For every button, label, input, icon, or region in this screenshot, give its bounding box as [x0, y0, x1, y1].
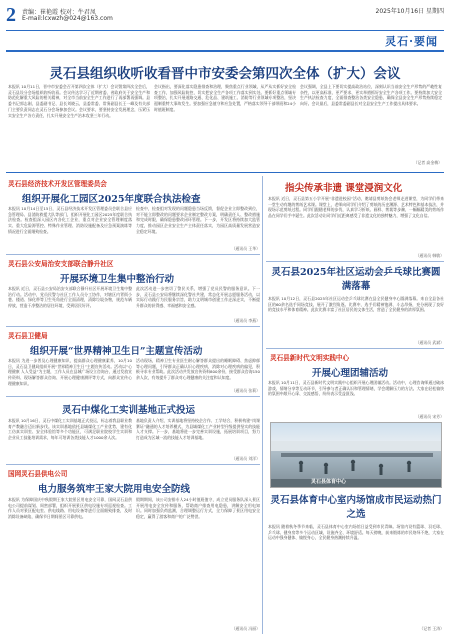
article-2-col-1: 本报讯 近日，灵石县公安局治安支部联合静升社区开展环境卫生集中整治行动。活动中，党员民警与社区工作人员分工协作，对辖区内背街小巷、楼道、绿化带等卫生死角进行全面清理，清除垃圾杂物，规范车辆停放，营造干净整洁的居住环境，受到居民好评。 — [8, 286, 132, 309]
article-1-col-2: 检查中，检查组对发现的问题隐患当场反馈，督促企业立即整改到位，对不能立即整改的问题要求企业制定整改方案，明确责任人、整改措施和完成时限，确保隐患整改闭环管理。下一步，开发区将持续加大监管力度，推动园区企业安全生产主体责任落实，为园区高质量发展营造安全稳定环境。 — [136, 206, 260, 234]
article-5-col-1: 本报讯 为保障国庆中秋假期王家大院景区用电安全可靠，国网灵石县供电公司提前谋划、周密部署，组织开展景区供电设施专项巡视检查。工作人员对景区配电室、供电线路、用电设备等进行全面细致排查，及时消除设备缺陷，确保节日期间景区可靠供电。 — [8, 497, 132, 520]
right-3-byline: （通讯员 宋芳） — [415, 414, 444, 419]
right-3-title: 开展心理团辅活动 — [312, 368, 389, 379]
article-1-title: 组织开展化工园区2025年度联合执法检查 — [22, 194, 201, 205]
right-4-byline: （记者 王涛） — [419, 626, 444, 631]
article-1-byline: （通讯员 王华） — [231, 246, 260, 251]
article-3-byline: （通讯员 张莉） — [231, 388, 260, 393]
right-3-body: 本报讯 10月11日，灵石县新时代文明实践中心组织开展心理团辅活动。活动中，心理咨询师通过破冰游戏、情绪分享等互动环节，引导参与者正确认识和管理情绪，学会缓解压力的方法。大家在轻松愉快的氛围中敞开心扉、交流感悟，纷纷表示受益匪浅。 — [268, 380, 444, 397]
lead-col-2: 会议指出，要深化落实隐患排查和治理，聚焦重点行业领域，从严从实抓好安全检查工作，加强风险防控，切实把安全生产各项工作落实到实处。要抓好重点领域专项整治，扎实开展道路交通、危化品、建筑施工、消防等行业领域专项整治，坚决遏制重特大事故发生。要加强应急值守和应急处置，严格落实领导干部带班和24小时值班制度。 — [154, 84, 296, 112]
right-4-body: 本报讯 随着秋冬季节来临，灵石县体育中心室内场馆日益受到市民青睐。场馆内设有篮球、羽毛球、乒乓球、健身房等多个运动区域，设施齐全、环境舒适。每天傍晚，前来锻炼的市民络绎不绝，大家在运动中强身健体、愉悦身心，全民健身热潮持续升温。 — [268, 524, 444, 541]
news-photo — [270, 422, 442, 488]
article-4-col-2: 基地负责人介绍，实训基地将坚持校企合作、工学结合，积极构建“岗课赛证”融通的人才培养模式，为县域煤化工产业转型升级提供坚实的技能人才支撑。下一步，基地将进一步完善实训设施，拓展培训项目，努力打造成为区域一流的技能人才培训基地。 — [136, 418, 260, 441]
lead-byline: （记者 高金梅） — [413, 160, 442, 165]
right-1-title: 指尖传承非遗 课堂浸润文化 — [285, 183, 403, 194]
divider-3 — [6, 396, 260, 397]
article-4-title: 灵石中煤化工实训基地正式投运 — [62, 405, 196, 416]
column-divider — [262, 176, 263, 634]
article-2-col-2: 此次活动进一步密切了警民关系，增强了党员民警的服务意识。下一步，灵石县公安局将继续深化警社共建，常态化开展志愿服务活动，以实际行动践行为民服务宗旨，助力文明城市创建工作走深走实，不断提升群众的获得感、幸福感和安全感。 — [136, 286, 260, 309]
divider-4 — [6, 464, 260, 465]
page-header — [6, 4, 444, 48]
article-3-col-2: 活动现场，精神卫生专业医生耐心解答群众提出的睡眠障碍、焦虑抑郁等心理问题，引导群众正确认识心理疾病，消除对心理疾病的偏见，积极寻求专业帮助。此次活动共发放宣传资料800余份，接受群众咨询150余人次，有效提升了群众对心理健康的关注度和认知度。 — [136, 358, 260, 381]
article-3-col-1: 本报讯 为进一步普及心理健康知识，提高群众心理健康素养，10月10日，灵石县卫健局组织开展“世界精神卫生日”主题宣传活动。活动以“心理健康 人人受益”为主题，工作人员在县城广场设立咨询台，通过发放宣传资料、现场解答群众咨询、开展心理健康测评等方式，向群众宣传心理健康知识。 — [8, 358, 132, 386]
article-5-col-2: 假期期间，该公司安排专人24小时值班值守，成立党员服务队深入景区开展用电安全宣传和服务，帮助商户排查用电隐患，讲解安全用电知识。同时加强负荷监测，合理调整运行方式，全力保障了景区用电安全稳定，赢得了游客和商户的广泛赞誉。 — [136, 497, 260, 520]
right-2-title: 灵石县2025年社区运动会乒乓球比赛圆满落幕 — [271, 267, 441, 292]
issue-date: 2025年10月16日 星期四 — [375, 8, 444, 15]
divider-r2 — [266, 348, 444, 349]
right-2-body: 本报讯 10月12日，灵石县2025年社区运动会乒乓球比赛在县全民健身中心圆满落幕。来自全县各社区的60余名选手同场竞技，展开了激烈角逐。比赛中，选手们精神饱满、斗志昂扬，充分展现了良好的竞技水平和体育精神。此次比赛丰富了社区居民的文体生活，营造了全民健身的浓厚氛围。 — [268, 296, 444, 313]
right-2-byline: （通讯员 武斌） — [415, 340, 444, 345]
article-5-tag: 国网灵石县供电公司 — [8, 470, 68, 478]
article-2-title: 开展环境卫生集中整治行动 — [60, 274, 175, 285]
lead-col-1: 本报讯 10月11日，晋中市安委会召开第四次全体（扩大）会议暨第四次全会后，灵石县设分会场组织收听收看。会议传达学习了近期省委、省政府关于安全生产和防范化解重大风险的相关精神，对全市当前安全生产工作进行了再部署再强调。县委书记郭志刚，县委副书记、县长刘晓云，县委常委、常务副县长王一峰及有关部门主要负责同志在灵石分会场参加会议。会议要求，要坚持安全发展理念，压紧压实安全生产各方责任，扎实开展安全生产治本攻坚三年行动。 — [8, 84, 150, 118]
lead-col-3: 会议强调，全县上下要切实提高政治站位，深刻认识当前安全生产形势的严峻性复杂性，以更高标准、更严要求、更实举措抓好安全生产各项工作。要持续加大安全生产执法检查力度，全面排查整治各类安全隐患，确保全县安全生产形势持续稳定向好。会议最后，县委常委副县长对全县安全生产工作提出具体要求。 — [300, 84, 442, 107]
article-2-byline: （通讯员 李燕） — [231, 318, 260, 323]
email-line: E-mail:lcxwzh@024@163.com — [22, 15, 113, 22]
photo-caption: 灵石县体育中心 — [311, 479, 347, 485]
article-1-col-1: 本报讯 10月14日至15日，灵石县经济技术开发区管理委员会联合县应急管理局、县消防救援大队等部门，组织开展化工园区2025年度联合执法检查。检查组深入园区内各化工企业，重点对企业安全管理制度落实、重大危险源管控、特殊作业管理、消防设施配备及应急预案演练等情况进行全面细致检查。 — [8, 206, 132, 234]
editor-line: 责编：崔艳霞 校对：牛君凤 — [22, 9, 96, 16]
section-title: 灵石·要闻 — [385, 35, 438, 48]
photo-illustration — [271, 423, 442, 488]
article-5-byline: （通讯员 冯丽） — [231, 626, 260, 631]
article-3-tag: 灵石县卫健局 — [8, 332, 48, 340]
article-5-title: 电力服务筑牢王家大院用电安全防线 — [38, 484, 191, 495]
header-rule — [6, 30, 444, 31]
article-4-col-1: 本报讯 10月16日，灵石中煤化工实训基地正式投运，标志着我县职业教育产教融合迈出新步伐。该实训基地依托县域煤化工产业优势，建有化工仿真实训室、安全体验馆等多个功能区，可满足职业院校学生实训和企业员工技能培训需求，每年可培训各类技能人才1000余人次。 — [8, 418, 132, 441]
article-4-byline: （通讯员 刘洋） — [231, 456, 260, 461]
right-1-byline: （通讯员 韩敏） — [415, 253, 444, 258]
article-2-tag: 灵石县公安局治安支部联合静升社区 — [8, 260, 114, 268]
divider-r1 — [266, 261, 444, 262]
right-1-body: 本报讯 近日，灵石县第五小学开展“非遗进校园”活动，邀请县剪纸协会老师走进课堂，为同学们带来一堂生动有趣的剪纸艺术课。课堂上，老师向同学们介绍了剪纸的历史渊源、艺术特色和基本技法，并现场示范剪纸过程。同学们跟随老师的步伐，认真学习折纸、画样、剪裁等步骤，一幅幅精美的剪纸作品在同学们手中诞生。此次活动让同学们近距离感受了非遗文化的独特魅力，增强了文化自信。 — [268, 196, 444, 219]
article-1-tag: 灵石县经济技术开发区管理委员会 — [8, 180, 107, 188]
article-3-title: 组织开展“世界精神卫生日”主题宣传活动 — [30, 346, 203, 357]
page-number: 2 — [6, 4, 16, 26]
header-rule-bottom — [6, 50, 444, 52]
lead-divider — [6, 172, 444, 173]
divider-2 — [6, 326, 260, 327]
right-4-title: 灵石县体育中心室内场馆成市民运动热门之选 — [270, 495, 442, 520]
lead-headline: 灵石县组织收听收看晋中市安委会第四次全体（扩大）会议 — [49, 66, 401, 82]
right-3-tag: 灵石县新时代文明实践中心 — [270, 354, 350, 362]
divider-1 — [6, 254, 260, 255]
